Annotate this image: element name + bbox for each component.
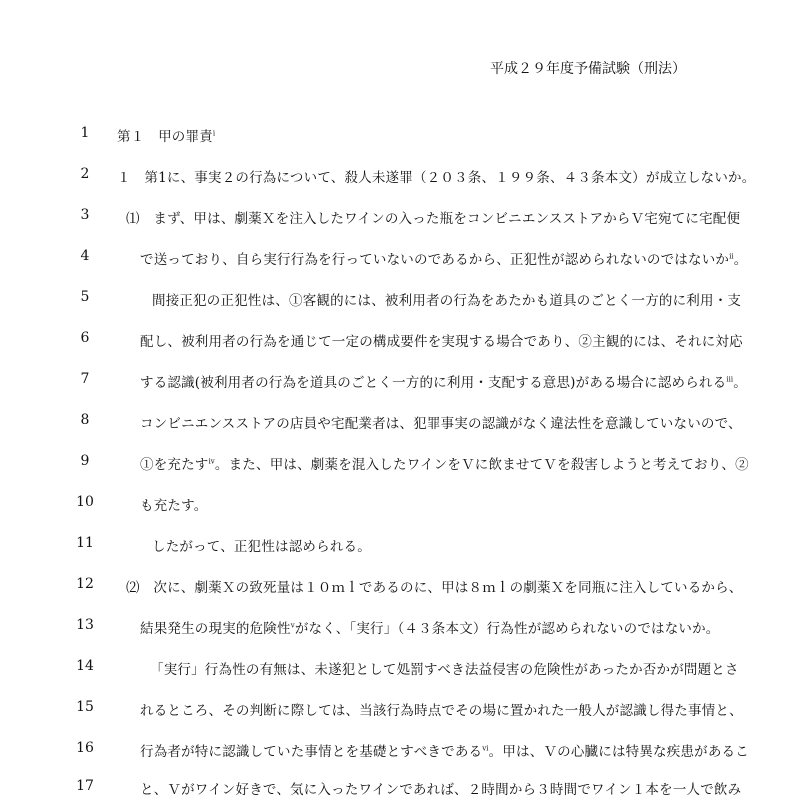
line-number: 2 — [80, 166, 90, 182]
line-number: 15 — [76, 699, 94, 715]
line-text: 間接正犯の正犯性は、①客観的には、被利用者の行為をあたかも道具のごとく一方的に利用・支 — [152, 293, 742, 309]
numbered-line — [0, 248, 800, 272]
line-text: 行為者が特に認識していた事情とを基礎とすべきである$^ⅵ$。甲は、Ｖの心臓には特異な疾患があるこ — [140, 744, 749, 760]
line-text: する認識(被利用者の行為を道具のごとく一方的に利用・支配する意思)がある場合に認められる$^ⅲ$。 — [140, 375, 747, 391]
line-number: 11 — [76, 535, 94, 551]
line-number: 13 — [76, 617, 94, 633]
numbered-line — [0, 740, 800, 764]
line-number: 5 — [80, 289, 90, 305]
numbered-line — [0, 289, 800, 313]
line-number: 6 — [80, 330, 90, 346]
numbered-line — [0, 778, 800, 802]
line-number: 3 — [80, 207, 90, 223]
line-number: 9 — [80, 453, 90, 469]
footnote-marker: ⅱ — [729, 252, 734, 261]
line-text: も充たす。 — [140, 498, 208, 514]
line-text: ⑴ まず、甲は、劇薬Ｘを注入したワインの入った瓶をコンビニエンスストアからＶ宅宛てに宅配便 — [126, 211, 741, 227]
numbered-line — [0, 412, 800, 436]
line-number: 16 — [76, 740, 94, 756]
numbered-line — [0, 371, 800, 395]
numbered-line — [0, 453, 800, 477]
numbered-line — [0, 330, 800, 354]
numbered-line — [0, 125, 800, 149]
footnote-marker: ⅵ — [482, 744, 489, 753]
line-number: 4 — [80, 248, 90, 264]
line-text: ⑵ 次に、劇薬Ｘの致死量は１０ｍｌであるのに、甲は８ｍｌの劇薬Ｘを同瓶に注入しているから、 — [126, 580, 743, 596]
line-text: と、Ｖがワイン好きで、気に入ったワインであれば、２時間から３時間でワイン１本を一人で飲み — [140, 782, 742, 798]
line-number: 8 — [80, 412, 90, 428]
line-text: ①を充たす$^ⅳ$。また、甲は、劇薬を混入したワインをＶに飲ませてＶを殺害しようと考えており、② — [140, 457, 749, 473]
numbered-line — [0, 658, 800, 682]
line-text: れるところ、その判断に際しては、当該行為時点でその場に置かれた一般人が認識し得た事情と、 — [140, 703, 743, 719]
footnote-marker: ⅲ — [726, 375, 734, 384]
line-text: １ 第1に、事実２の行為について、殺人未遂罪（２０３条、１９９条、４３条本文）が成立しないか。 — [117, 170, 756, 186]
line-text: 第１ 甲の罪責$^ⅰ$ — [117, 129, 216, 145]
line-text: 結果発生の現実的危険性$^ⅴ$がなく、「実行」（４３条本文）行為性が認められないのではないか。 — [140, 621, 720, 637]
line-number: 10 — [76, 494, 94, 510]
line-text: 配し、被利用者の行為を通じて一定の構成要件を実現する場合であり、②主観的には、それに対応 — [140, 334, 743, 350]
numbered-line — [0, 535, 800, 559]
line-text: したがって、正犯性は認められる。 — [152, 539, 371, 555]
line-number: 7 — [80, 371, 90, 387]
line-text: で送っており、自ら実行行為を行っていないのであるから、正犯性が認められないのではないか$^ⅱ$。 — [140, 252, 748, 268]
footnote-marker: ⅴ — [290, 621, 295, 630]
numbered-line — [0, 166, 800, 190]
numbered-line — [0, 576, 800, 600]
line-number: 14 — [76, 658, 94, 674]
numbered-line — [0, 207, 800, 231]
footnote-marker: ⅰ — [212, 129, 216, 138]
line-number: 1 — [80, 125, 90, 141]
footnote-marker: ⅳ — [208, 457, 215, 466]
numbered-line — [0, 699, 800, 723]
numbered-line — [0, 494, 800, 518]
line-text: コンビニエンスストアの店員や宅配業者は、犯罪事実の認識がなく違法性を意識していないので、 — [140, 416, 742, 432]
numbered-line — [0, 617, 800, 641]
line-number: 12 — [76, 576, 94, 592]
document-header: 平成２９年度予備試験（刑法） — [490, 61, 686, 77]
line-number: 17 — [76, 778, 94, 794]
line-text: 「実行」行為性の有無は、未遂犯として処罰すべき法益侵害の危険性があったか否かが問題とさ — [150, 662, 739, 678]
